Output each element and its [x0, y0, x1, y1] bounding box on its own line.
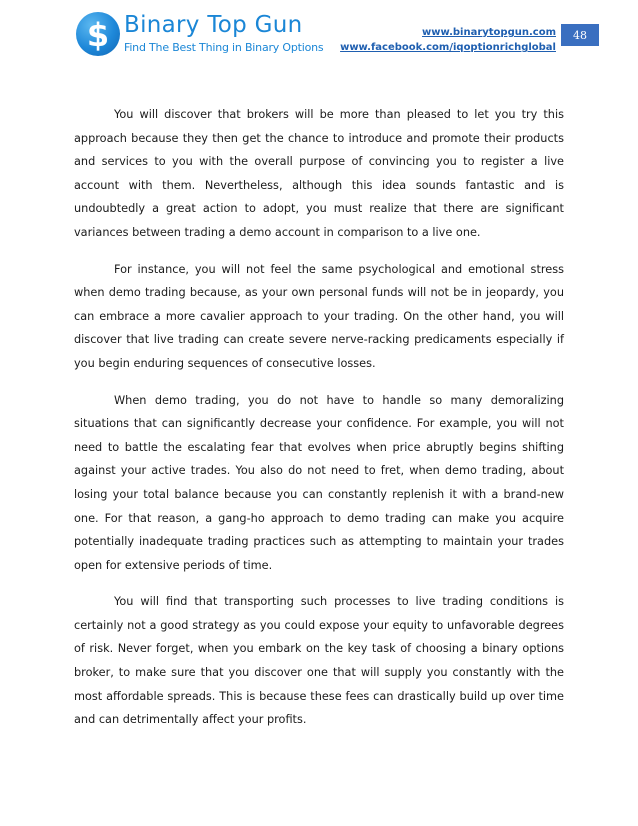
dollar-coin-icon: [76, 12, 120, 56]
website-link[interactable]: www.binarytopgun.com: [422, 27, 556, 38]
logo-tagline: Find The Best Thing in Binary Options: [124, 41, 324, 54]
dollar-sign-glyph: [76, 12, 120, 56]
page-header: [0, 0, 638, 70]
page-number-badge: 48: [561, 24, 599, 46]
facebook-link[interactable]: www.facebook.com/iqoptionrichglobal: [340, 42, 556, 53]
paragraph: You will find that transporting such processes to live trading conditions is certainly not a good strategy as you could expose your equity to unfavorable degrees of risk. Never forget, when you embark on the key task of choosing a binary options broker, to make sure that you discover one that will supply you constantly with the most affordable spreads. This is because these fees can drastically build up over time and can detrimentally affect your profits.: [74, 595, 564, 727]
paragraph: When demo trading, you do not have to handle so many demoralizing situations that can significantly decrease your confidence. For example, you will not need to battle the escalating fear that evolves when price abruptly begins shifting against your active trades. You also do not need to fret, when demo trading, about losing your total balance because you can constantly replenish it with a brand-new one. For that reason, a gang-ho approach to demo trading can make you acquire potentially inadequate trading practices such as attempting to maintain your trades open for extensive periods of time.: [74, 393, 564, 572]
body-text: [74, 103, 564, 745]
header-links: [340, 25, 556, 55]
brand-logo: [76, 11, 324, 63]
logo-title: Binary Top Gun: [124, 12, 303, 38]
paragraph: For instance, you will not feel the same psychological and emotional stress when demo trading because, as your own personal funds will not be in jeopardy, you can embrace a more cavalier approach to your trading. On the other hand, you will discover that live trading can create severe nerve-racking predicaments especially if you begin enduring sequences of consecutive losses.: [74, 262, 564, 370]
logo-symbol: $: [86, 16, 110, 54]
paragraph: You will discover that brokers will be more than pleased to let you try this approach because they then get the chance to introduce and promote their products and services to you with the overall purpose of convincing you to register a live account with them. Nevertheless, although this idea sounds fantastic and is undoubtedly a great action to adopt, you must realize that there are significant variances between trading a demo account in comparison to a live one.: [74, 108, 564, 239]
